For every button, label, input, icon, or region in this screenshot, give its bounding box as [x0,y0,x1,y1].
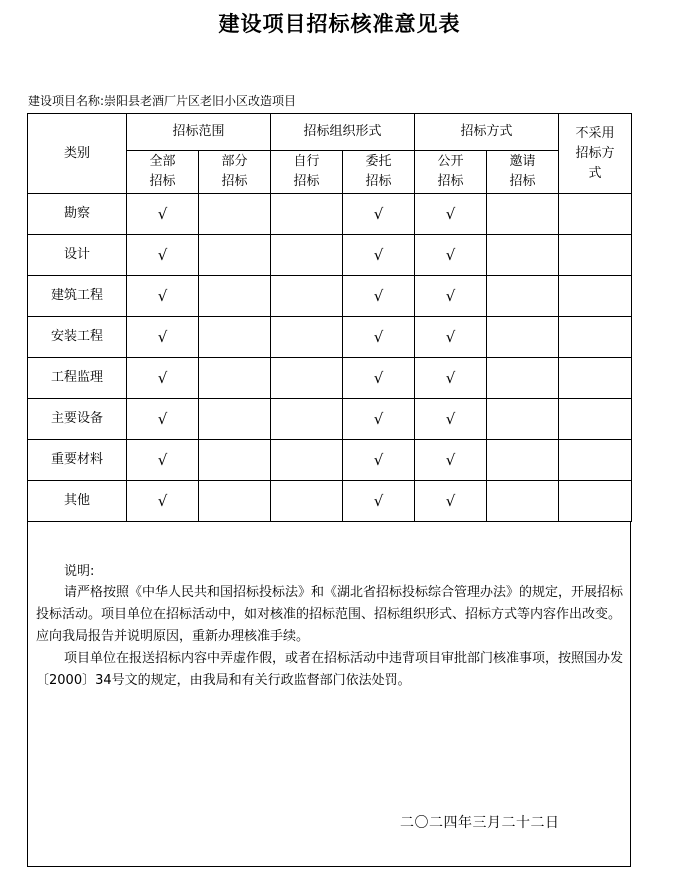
table-row [28,194,632,235]
row-category: 工程监理 [28,358,127,399]
table-row [28,481,632,522]
cell-full: √ [127,317,199,358]
cell-no-bid [559,276,632,317]
cell-invited [487,440,559,481]
cell-self [271,235,343,276]
cell-no-bid [559,235,632,276]
entrusted-bid-header [343,151,415,194]
cell-full: √ [127,440,199,481]
entrusted-bid-text: 委托招标 [365,154,392,189]
row-category: 勘察 [28,194,127,235]
issue-date: 二〇二四年三月二十二日 [400,815,560,831]
notes-paragraph-1: 请严格按照《中华人民共和国招标投标法》和《湖北省招标投标综合管理办法》的规定，开展招标投标活动。项目单位在招标活动中，如对核准的招标范围、招标组织形式、招标方式等内容作出改变。应向我局报告并说明原因，重新办理核准手续。 [36,585,624,644]
method-header: 招标方式 [415,114,559,151]
cell-full: √ [127,235,199,276]
category-header: 类别 [28,114,127,194]
cell-full: √ [127,276,199,317]
partial-bid-text: 部分招标 [221,154,248,189]
cell-invited [487,194,559,235]
cell-self [271,399,343,440]
cell-invited [487,235,559,276]
cell-self [271,317,343,358]
cell-entrusted: √ [343,358,415,399]
cell-open: √ [415,235,487,276]
cell-full: √ [127,358,199,399]
open-bid-text: 公开招标 [437,154,464,189]
approval-table [27,113,632,522]
cell-entrusted: √ [343,399,415,440]
table-row [28,440,632,481]
cell-no-bid [559,399,632,440]
cell-invited [487,317,559,358]
row-category: 主要设备 [28,399,127,440]
project-name-line: 建设项目名称:崇阳县老酒厂片区老旧小区改造项目 [28,94,297,108]
cell-open: √ [415,317,487,358]
open-bid-header [415,151,487,194]
table-row [28,358,632,399]
cell-invited [487,358,559,399]
cell-partial [199,194,271,235]
scope-header: 招标范围 [127,114,271,151]
notes-label: 说明: [64,564,95,579]
cell-partial [199,358,271,399]
header-row-groups [28,114,632,151]
cell-no-bid [559,440,632,481]
cell-partial [199,317,271,358]
cell-invited [487,276,559,317]
cell-invited [487,481,559,522]
notes-box [27,522,631,867]
cell-no-bid [559,481,632,522]
full-bid-header [127,151,199,194]
cell-open: √ [415,481,487,522]
row-category: 建筑工程 [28,276,127,317]
cell-no-bid [559,358,632,399]
row-category: 安装工程 [28,317,127,358]
cell-full: √ [127,194,199,235]
cell-no-bid [559,194,632,235]
full-bid-text: 全部招标 [149,154,176,189]
no-bid-header [559,114,632,194]
cell-partial [199,276,271,317]
self-bid-header [271,151,343,194]
row-category: 其他 [28,481,127,522]
row-category: 设计 [28,235,127,276]
cell-open: √ [415,399,487,440]
cell-entrusted: √ [343,317,415,358]
table-row [28,399,632,440]
cell-self [271,194,343,235]
no-bid-header-text: 不采用招标方式 [575,125,615,181]
page-title: 建设项目招标核准意见表 [218,11,461,36]
notes-paragraph-2: 项目单位在报送招标内容中弄虚作假，或者在招标活动中违背项目审批部门核准事项，按照国办发〔2000〕34号文的规定，由我局和有关行政监督部门依法处罚。 [36,651,624,688]
cell-entrusted: √ [343,440,415,481]
cell-open: √ [415,276,487,317]
cell-self [271,481,343,522]
self-bid-text: 自行招标 [293,154,320,189]
cell-entrusted: √ [343,235,415,276]
cell-open: √ [415,358,487,399]
table-row [28,276,632,317]
cell-entrusted: √ [343,481,415,522]
cell-self [271,358,343,399]
table-body [28,194,632,522]
cell-full: √ [127,399,199,440]
cell-entrusted: √ [343,276,415,317]
cell-full: √ [127,481,199,522]
partial-bid-header [199,151,271,194]
cell-partial [199,481,271,522]
cell-open: √ [415,440,487,481]
cell-invited [487,399,559,440]
cell-partial [199,235,271,276]
organization-header: 招标组织形式 [271,114,415,151]
invited-bid-text: 邀请招标 [509,154,536,189]
invited-bid-header [487,151,559,194]
cell-self [271,276,343,317]
cell-no-bid [559,317,632,358]
table-row [28,317,632,358]
table-row [28,235,632,276]
cell-partial [199,440,271,481]
cell-self [271,440,343,481]
row-category: 重要材料 [28,440,127,481]
cell-open: √ [415,194,487,235]
cell-partial [199,399,271,440]
cell-entrusted: √ [343,194,415,235]
